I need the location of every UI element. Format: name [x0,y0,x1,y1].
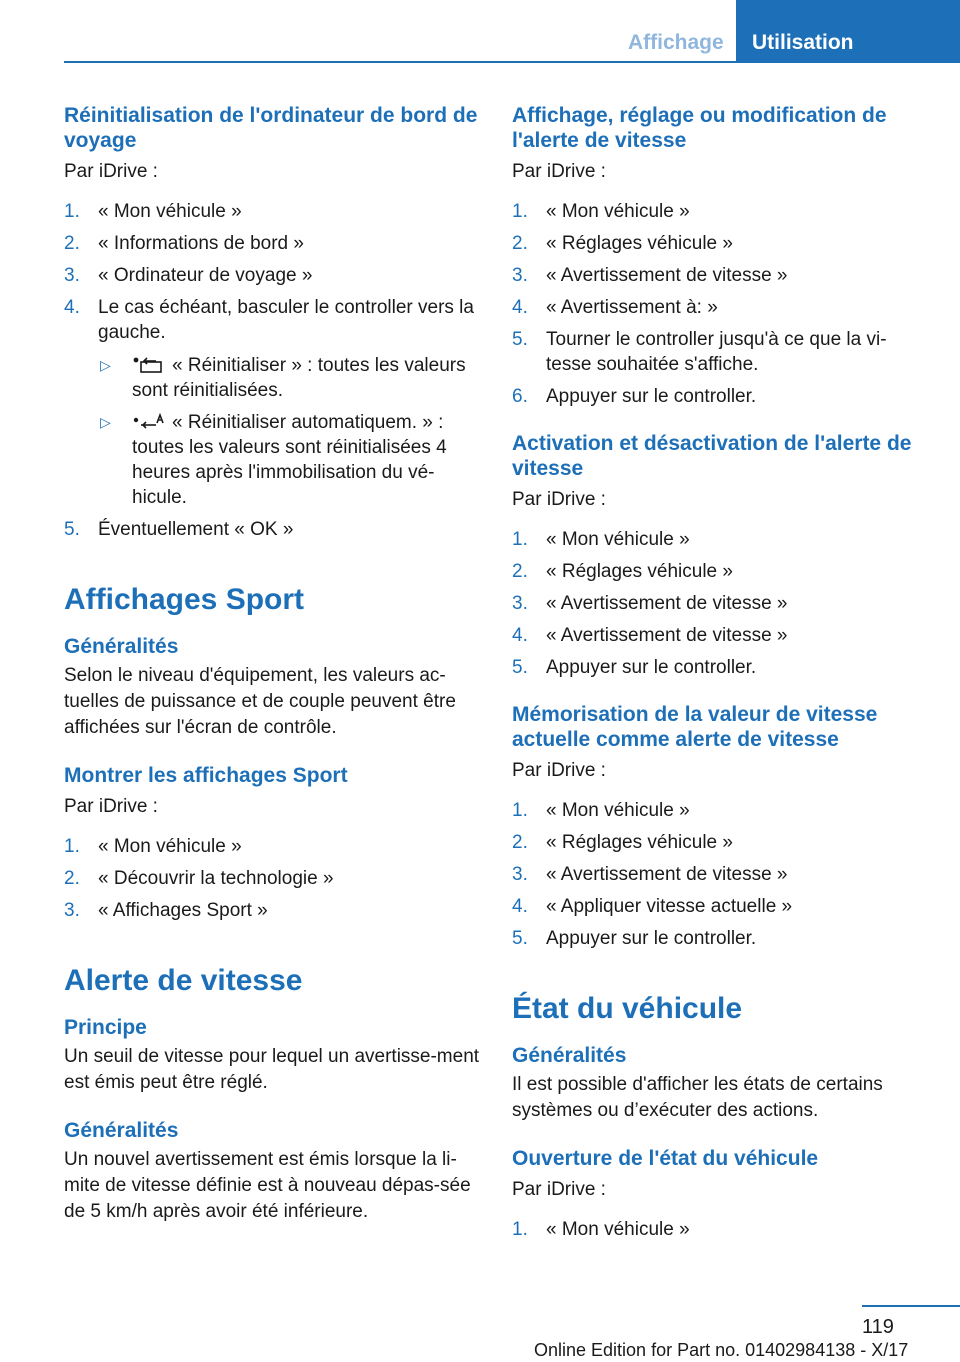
sport-show-steps [64,834,482,923]
header-chapter: Utilisation [736,0,960,62]
activation-title: Activation et désactivation de l'alerte de vitesse [512,432,912,480]
list-item: 1. « Mon véhicule » [512,201,690,222]
list-item: 1. « Mon véhicule » [512,1219,690,1240]
list-item: 5. Tourner le controller jusqu'à ce que la vi‐tesse souhaitée s'affiche. [512,329,887,375]
left-column [64,103,482,1225]
display-title: Affichage, réglage ou modification de l'alerte de vitesse [512,104,887,152]
triangle-bullet-icon: ▷ [100,357,111,373]
reset-lead: Par iDrive : [64,161,158,182]
memo-steps [512,798,930,951]
sub-item: ▷ « Réinitialiser automatiquem. » : toutes les valeurs sont réinitialisées 4 heures après l'immobilisation du vé‐hicule. [100,412,447,508]
right-column [512,103,930,1249]
reset-substeps [98,353,482,510]
auto-reset-icon [132,413,166,433]
speed-general-text: Un nouvel avertissement est émis lorsque la li‐mite de vitesse définie est à nouveau dépas‐sée de 5 km/h après avoir été inférieure. [64,1149,471,1222]
speed-title: Alerte de vitesse [64,964,303,997]
speed-general-title: Généralités [64,1119,179,1142]
list-item: 1. « Mon véhicule » [64,836,242,857]
edition-text: Online Edition for Part no. 01402984138 - X/17 [534,1340,909,1360]
display-steps [512,199,930,409]
display-lead: Par iDrive : [512,161,606,182]
state-open-lead: Par iDrive : [512,1179,606,1200]
state-general-title: Généralités [512,1044,627,1067]
activation-lead: Par iDrive : [512,489,606,510]
state-open-title: Ouverture de l'état du véhicule [512,1147,819,1170]
state-title: État du véhicule [512,992,743,1025]
sport-show-lead: Par iDrive : [64,796,158,817]
reset-icon [132,356,166,376]
sub-item: ▷ « Réinitialiser » : toutes les valeurs sont réinitialisées. [100,355,466,401]
sport-general-title: Généralités [64,635,179,658]
list-item: 2. « Informations de bord » [64,233,304,254]
principle-text: Un seuil de vitesse pour lequel un avertisse‐ment est émis peut être réglé. [64,1046,480,1093]
list-item: 2. « Découvrir la technologie » [64,868,334,889]
list-item: 4. « Appliquer vitesse actuelle » [512,896,793,917]
list-item: 2. « Réglages véhicule » [512,233,733,254]
principle-title: Principe [64,1016,147,1039]
memo-title: Mémorisation de la valeur de vitesse actuelle comme alerte de vitesse [512,703,878,751]
list-item: 4. Le cas échéant, basculer le controller vers la gauche. ▷ « Réinitialiser » : toutes les valeurs sont réinitialisées. ▷ « Réinitialiser automatiquem. » : toutes les valeurs sont réinitialisées 4 heures après l'immobilisation du vé‐hicule. [64,295,482,510]
page-number: 119 [862,1316,894,1338]
list-item: 2. « Réglages véhicule » [512,561,733,582]
list-item: 3. « Avertissement de vitesse » [512,593,788,614]
list-item: 2. « Réglages véhicule » [512,832,733,853]
list-item: 1. « Mon véhicule » [64,201,242,222]
list-item: 3. « Ordinateur de voyage » [64,265,313,286]
sport-general-text: Selon le niveau d'équipement, les valeurs ac‐tuelles de puissance et de couple peuvent être affichées sur l'écran de contrôle. [64,665,456,738]
list-item: 3. « Avertissement de vitesse » [512,864,788,885]
state-open-steps [512,1217,930,1242]
sport-title: Affichages Sport [64,583,305,616]
footer-rule [862,1305,960,1307]
reset-steps [64,199,482,542]
list-item: 5. Appuyer sur le controller. [512,928,757,949]
activation-steps [512,527,930,680]
list-item: 1. « Mon véhicule » [512,800,690,821]
list-item: 6. Appuyer sur le controller. [512,386,757,407]
header-section: Affichage [628,31,724,54]
list-item: 4. « Avertissement de vitesse » [512,625,788,646]
memo-lead: Par iDrive : [512,760,606,781]
state-general-text: Il est possible d'afficher les états de certains systèmes ou d’exécuter des actions. [512,1074,883,1121]
list-item: 4. « Avertissement à: » [512,297,718,318]
list-item: 5. Éventuellement « OK » [64,519,294,540]
list-item: 3. « Avertissement de vitesse » [512,265,788,286]
list-item: 3. « Affichages Sport » [64,900,268,921]
sport-show-title: Montrer les affichages Sport [64,764,348,787]
triangle-bullet-icon: ▷ [100,414,111,430]
list-item: 1. « Mon véhicule » [512,529,690,550]
reset-title: Réinitialisation de l'ordinateur de bord de voyage [64,104,478,152]
list-item: 5. Appuyer sur le controller. [512,657,757,678]
